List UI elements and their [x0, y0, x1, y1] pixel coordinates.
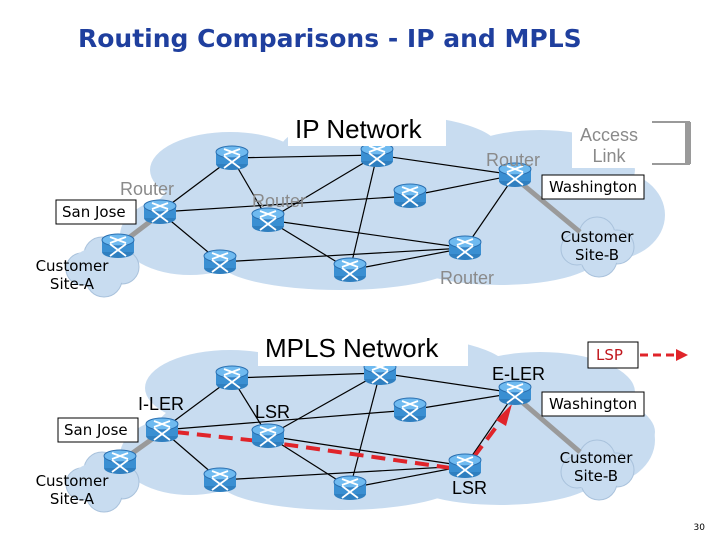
router-icon	[204, 250, 236, 274]
router-icon	[499, 381, 531, 405]
customer-site-a-label-line1: Customer	[35, 472, 109, 490]
router-icon	[334, 476, 366, 500]
router-icon	[252, 208, 284, 232]
router-icon	[252, 424, 284, 448]
access-link-legend	[652, 122, 690, 164]
ip-network	[36, 114, 690, 297]
router-icon	[361, 143, 393, 167]
router-label-bottom: Router	[440, 268, 495, 288]
page-number: 30	[693, 523, 705, 533]
customer-site-b-label-line2: Site-B	[574, 467, 618, 485]
i-ler-label: I-LER	[138, 394, 185, 414]
arrow-right-icon	[676, 349, 688, 361]
lsp-legend-label: LSP	[596, 346, 623, 364]
router-icon	[216, 366, 248, 390]
e-ler-label: E-LER	[492, 364, 546, 384]
san-jose-label: San Jose	[62, 203, 126, 221]
router-icon	[449, 236, 481, 260]
router-label-top-right: Router	[486, 150, 541, 170]
mpls-network	[36, 333, 688, 512]
washington-label: Washington	[549, 178, 638, 196]
router-icon	[102, 234, 134, 258]
customer-site-b-label-line1: Customer	[559, 449, 633, 467]
router-label-san-jose: Router	[120, 179, 175, 199]
customer-site-a-label-line1: Customer	[35, 257, 109, 275]
customer-site-a-label-line2: Site-A	[49, 490, 95, 508]
access-link-label-line2: Link	[592, 146, 626, 166]
ip-network-label: IP Network	[295, 114, 422, 144]
router-icon	[449, 454, 481, 478]
router-icon	[394, 184, 426, 208]
access-link-label-line1: Access	[579, 125, 639, 145]
page-title: Routing Comparisons - IP and MPLS	[78, 24, 582, 53]
lsr-label: LSR	[255, 402, 291, 422]
customer-site-b-label-line1: Customer	[560, 228, 634, 246]
router-icon	[334, 258, 366, 282]
router-icon	[144, 200, 176, 224]
router-icon	[216, 146, 248, 170]
washington-label: Washington	[549, 395, 638, 413]
router-icon	[104, 450, 136, 474]
router-icon	[394, 398, 426, 422]
san-jose-label: San Jose	[64, 421, 128, 439]
router-icon	[146, 418, 178, 442]
customer-site-b-label-line2: Site-B	[575, 246, 619, 264]
mpls-network-label: MPLS Network	[265, 333, 439, 363]
lsp-legend	[588, 342, 688, 368]
router-label-mid: Router	[252, 191, 307, 211]
router-icon	[204, 468, 236, 492]
lsr-label: LSR	[452, 478, 488, 498]
customer-site-a-label-line2: Site-A	[49, 275, 95, 293]
